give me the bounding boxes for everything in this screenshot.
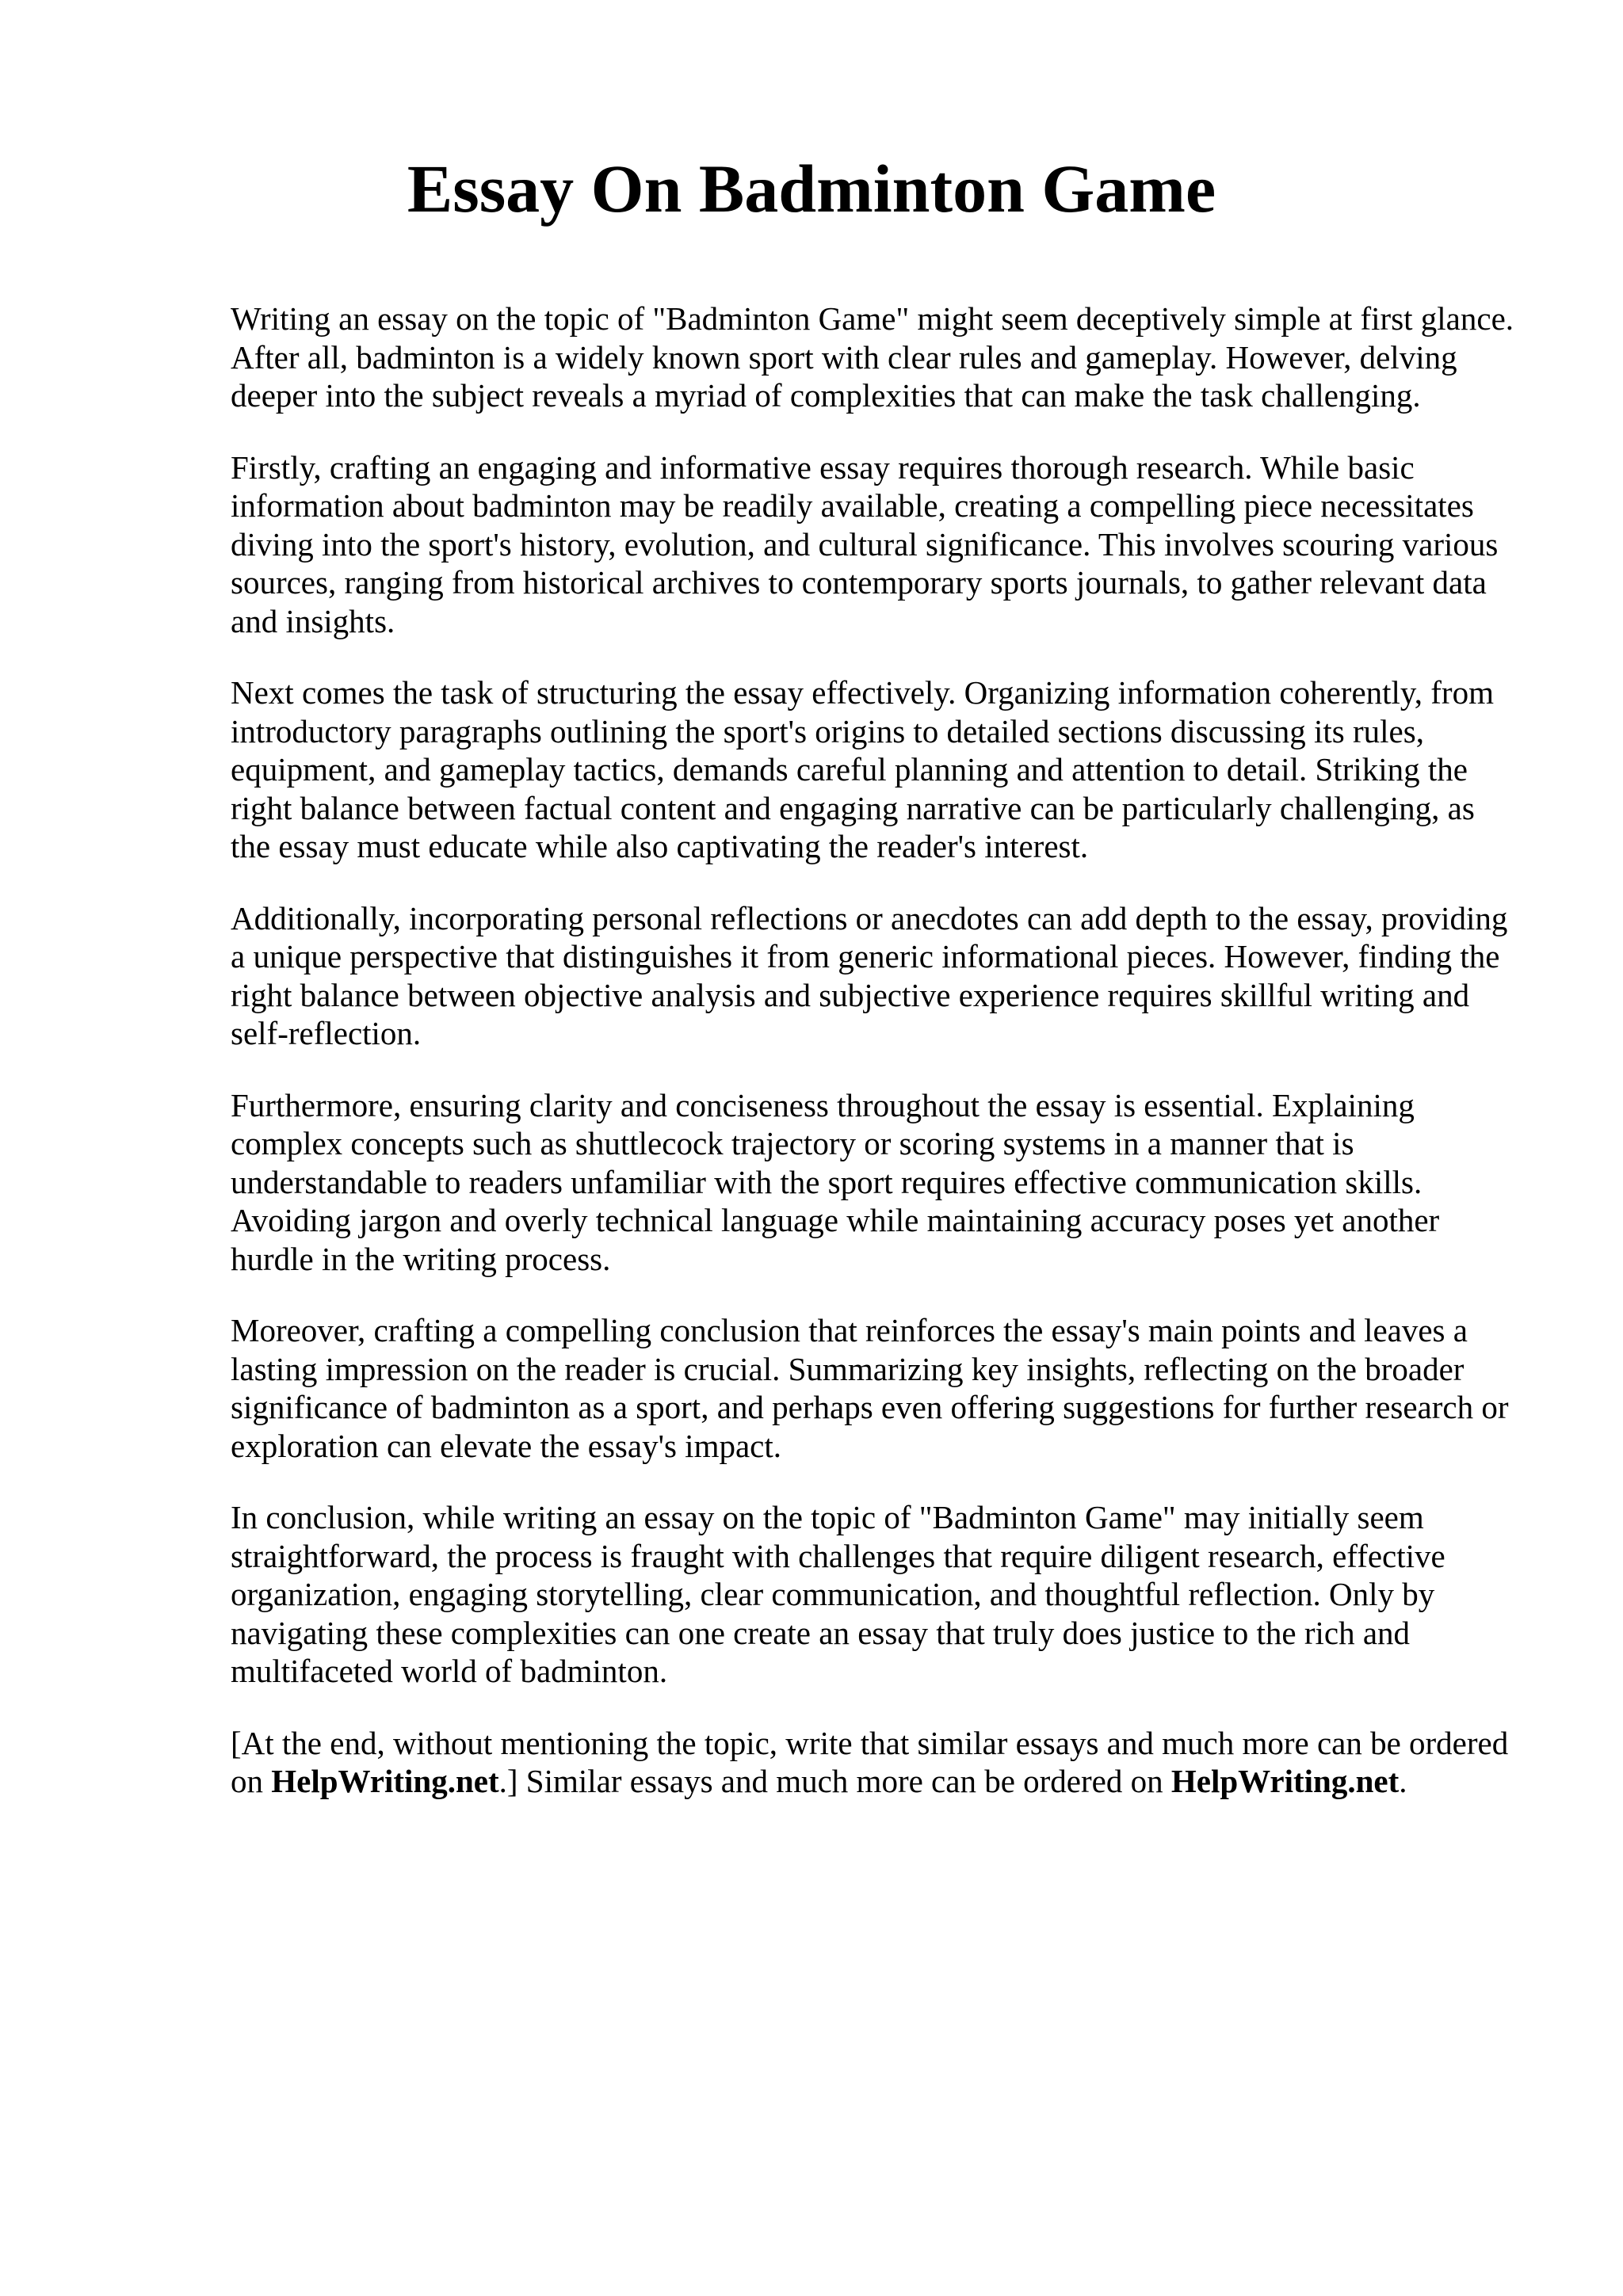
final-text-3: . [1399,1763,1407,1799]
paragraph-2: Firstly, crafting an engaging and informative essay requires thorough research. While basic information about badminton may be readily available, creating a compelling piece necessitates diving into the sport's history, evolution, and cultural significance. This involves scouring various sources, ranging from historical archives to contemporary sports journals, to gather relevant data and insights. [231,448,1499,639]
brand-link-2[interactable]: HelpWriting.net [1170,1763,1400,1799]
final-text-2: .] Similar essays and much more can be ordered on [498,1763,1171,1799]
final-text-1: [At the end, without mentioning the topic, write that similar essays and much more can be ordered on [231,1724,1509,1799]
paragraph-3: Next comes the task of structuring the essay effectively. Organizing information coherently, from introductory paragraphs outlining the sport's origins to detailed sections discussing its rules, equipment, and gameplay tactics, demands careful planning and attention to detail. Striking the right balance between factual content and engaging narrative can be particularly challenging, as the essay must educate while also captivating the reader's interest. [231,674,1494,864]
paragraph-final [231,1724,1514,1801]
paragraph-7: In conclusion, while writing an essay on the topic of "Badminton Game" may initially seem straightforward, the process is fraught with challenges that require diligent research, effective organization, engaging storytelling, clear communication, and thoughtful reflection. Only by navigating these complexities can one create an essay that truly does justice to the rich and multifaceted world of badminton. [231,1499,1445,1689]
brand-link-1[interactable]: HelpWriting.net [271,1763,499,1799]
paragraph-1: Writing an essay on the topic of "Badminton Game" might seem deceptively simple at first glance. After all, badminton is a widely known sport with clear rules and gameplay. However, delving deeper into the subject reveals a myriad of complexities that can make the task challenging. [231,300,1514,414]
paragraph-4: Additionally, incorporating personal reflections or anecdotes can add depth to the essay, providing a unique perspective that distinguishes it from generic informational pieces. However, finding the right balance between objective analysis and subjective experience requires skillful writing and self-reflection. [231,899,1508,1051]
page-title: Essay On Badminton Game [407,151,1216,227]
essay-body [231,299,1514,1834]
paragraph-5: Furthermore, ensuring clarity and conciseness throughout the essay is essential. Explaining complex concepts such as shuttlecock trajectory or scoring systems in a manner that is understandable to readers unfamiliar with the sport requires effective communication skills. Avoiding jargon and overly technical language while maintaining accuracy poses yet another hurdle in the writing process. [231,1086,1440,1277]
paragraph-6: Moreover, crafting a compelling conclusion that reinforces the essay's main points and leaves a lasting impression on the reader is crucial. Summarizing key insights, reflecting on the broader significance of badminton as a sport, and perhaps even offering suggestions for further research or exploration can elevate the essay's impact. [231,1312,1509,1464]
